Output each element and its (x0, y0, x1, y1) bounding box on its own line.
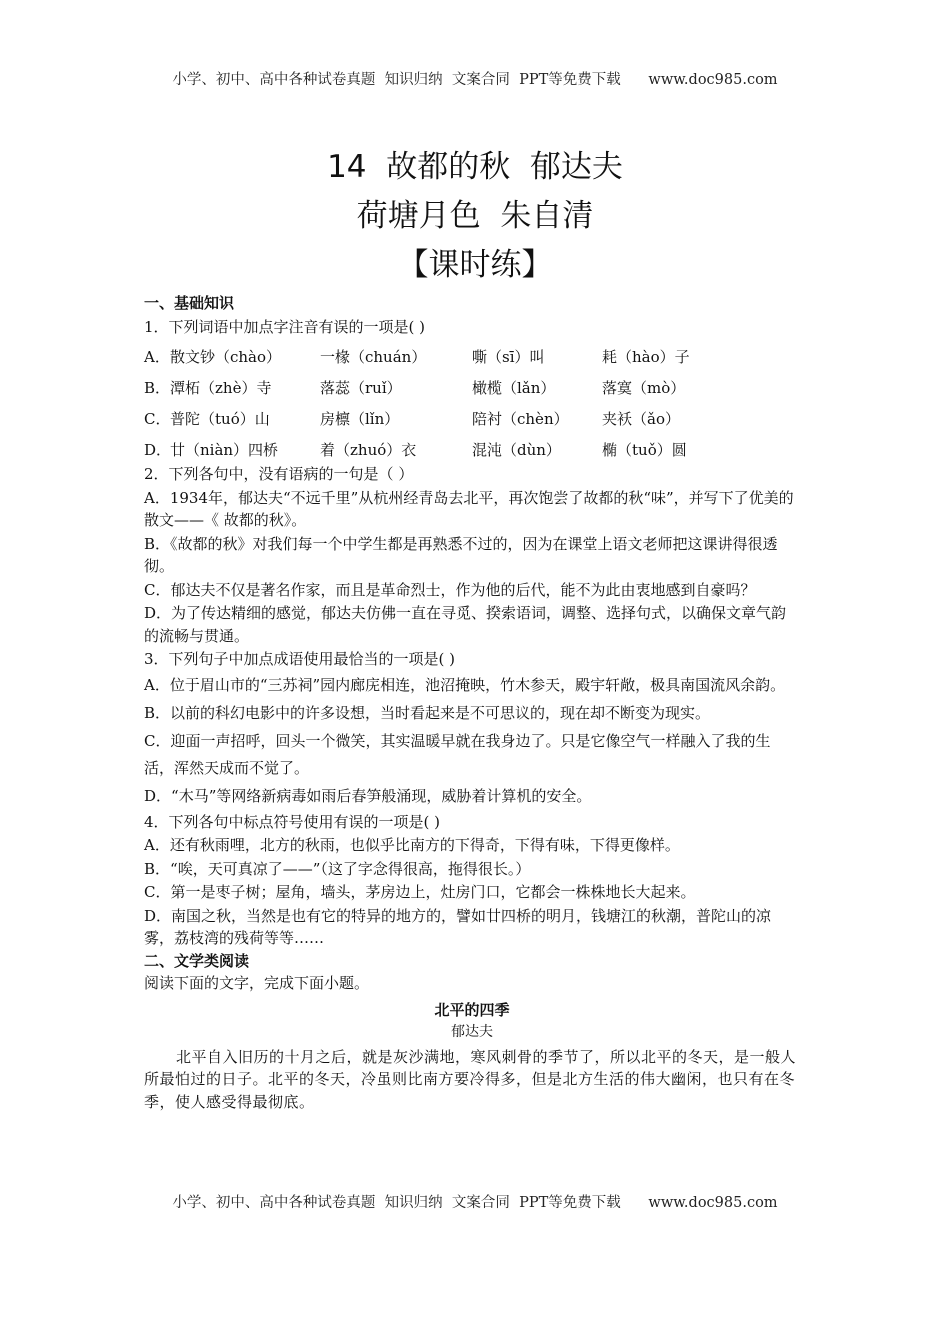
option-word: 一椽（chuán） (320, 347, 427, 366)
worksheet-content (144, 292, 800, 1113)
passage-text: 北平自入旧历的十月之后，就是灰沙满地，寒风刺骨的季节了，所以北平的冬天，是一般人所最怕过的日子。北平的冬天，冷虽则比南方要冷得多，但是北方生活的伟大幽闲，也只有在冬季，使人感受得最彻底。 (144, 1047, 797, 1111)
option-word: 落蕊（ruǐ） (320, 378, 402, 397)
question-2-option-c: C．郁达夫不仅是著名作家，而且是革命烈士，作为他的后代，能不为此由衷地感到自豪吗？ (144, 580, 756, 599)
question-2-stem: 2．下列各句中，没有语病的一句是（ ） (144, 465, 414, 483)
title-block (0, 143, 950, 290)
option-word: 橄榄（lǎn） (472, 378, 556, 397)
section-heading-basic: 一、基础知识 (144, 294, 235, 312)
question-1-option-d (144, 431, 800, 462)
question-2-option-a: A．1934年，郁达夫“不远千里”从杭州经青岛去北平，再次饱尝了故都的秋“味”，并写下了优美的散文——《 故都的秋》。 (144, 488, 794, 529)
option-word: 陪衬（chèn） (472, 409, 569, 428)
option-word: 普陀（tuó）山 (170, 409, 270, 428)
question-1-option-b (144, 369, 800, 400)
option-label: C． (144, 409, 171, 428)
option-label: A． (144, 347, 170, 366)
question-3-option-b: B．以前的科幻电影中的许多设想，当时看起来是不可思议的，现在却不断变为现实。 (144, 703, 711, 722)
option-word: 混沌（dùn） (472, 440, 561, 459)
reading-instruction: 阅读下面的文字，完成下面小题。 (144, 974, 370, 992)
question-3-option-c: C．迎面一声招呼，回头一个微笑，其实温暖早就在我身边了。只是它像空气一样融入了我的生活，浑然天成而不觉了。 (144, 731, 771, 777)
question-4-option-b: B．“唉，天可真凉了——”（这了字念得很高，拖得很长。） (144, 859, 531, 878)
section-heading-reading: 二、文学类阅读 (144, 951, 250, 970)
option-word: 椭（tuǒ）圆 (602, 440, 687, 459)
option-word: 潭柘（zhè）寺 (170, 378, 272, 397)
option-word: 房檩（lǐn） (320, 409, 400, 428)
option-label: D． (144, 440, 172, 459)
option-word: 耗（hào）子 (602, 347, 690, 366)
option-word: 着（zhuó）衣 (320, 440, 417, 459)
question-1-option-c (144, 400, 800, 431)
question-4-option-a: A．还有秋雨哩，北方的秋雨，也似乎比南方的下得奇，下得有味，下得更像样。 (144, 836, 680, 854)
question-4-option-d: D．南国之秋，当然是也有它的特异的地方的，譬如廿四桥的明月，钱塘江的秋潮，普陀山的凉雾，荔枝湾的残荷等等…… (144, 906, 772, 947)
option-label: B． (144, 378, 171, 397)
question-4-stem: 4．下列各句中标点符号使用有误的一项是( ) (144, 812, 441, 831)
title-line-2: 荷塘月色 朱自清 (356, 198, 594, 234)
page-header: 小学、初中、高中各种试卷真题 知识归纳 文案合同 PPT等免费下载 www.doc985.com (172, 72, 778, 88)
option-word: 散文钞（chào） (170, 347, 282, 366)
question-1-option-a (144, 338, 800, 369)
question-3-option-d: D．“木马”等网络新病毒如雨后春笋般涌现，威胁着计算机的安全。 (144, 786, 592, 805)
question-1-stem: 1．下列词语中加点字注音有误的一项是( ) (144, 317, 426, 336)
page-footer: 小学、初中、高中各种试卷真题 知识归纳 文案合同 PPT等免费下载 www.doc985.com (172, 1195, 778, 1211)
option-word: 嘶（sī）叫 (472, 347, 545, 366)
title-line-1: 14 故都的秋 郁达夫 (327, 149, 623, 185)
option-word: 夹袄（ǎo） (602, 409, 680, 428)
question-2-option-b: B．《故都的秋》对我们每一个中学生都是再熟悉不过的，因为在课堂上语文老师把这课讲得很透彻。 (144, 534, 778, 575)
question-3-option-a: A．位于眉山市的“三苏祠”园内廊庑相连，池沼掩映，竹木参天，殿宇轩敞，极具南国流风余韵。 (144, 675, 786, 694)
question-3-stem: 3．下列句子中加点成语使用最恰当的一项是( ) (144, 650, 456, 668)
option-word: 廿（niàn）四桥 (170, 440, 279, 459)
passage-author: 郁达夫 (451, 1024, 493, 1040)
option-word: 落寞（mò） (602, 378, 686, 397)
title-line-3: 【课时练】 (397, 247, 553, 283)
question-2-option-d: D．为了传达精细的感觉，郁达夫仿佛一直在寻觅、揆索语词，调整、选择句式，以确保文章气韵的流畅与贯通。 (144, 604, 787, 645)
question-4-option-c: C．第一是枣子树；屋角，墙头，茅房边上，灶房门口，它都会一株株地长大起来。 (144, 883, 696, 901)
passage-title: 北平的四季 (434, 1000, 510, 1019)
question-1-options (144, 338, 800, 462)
